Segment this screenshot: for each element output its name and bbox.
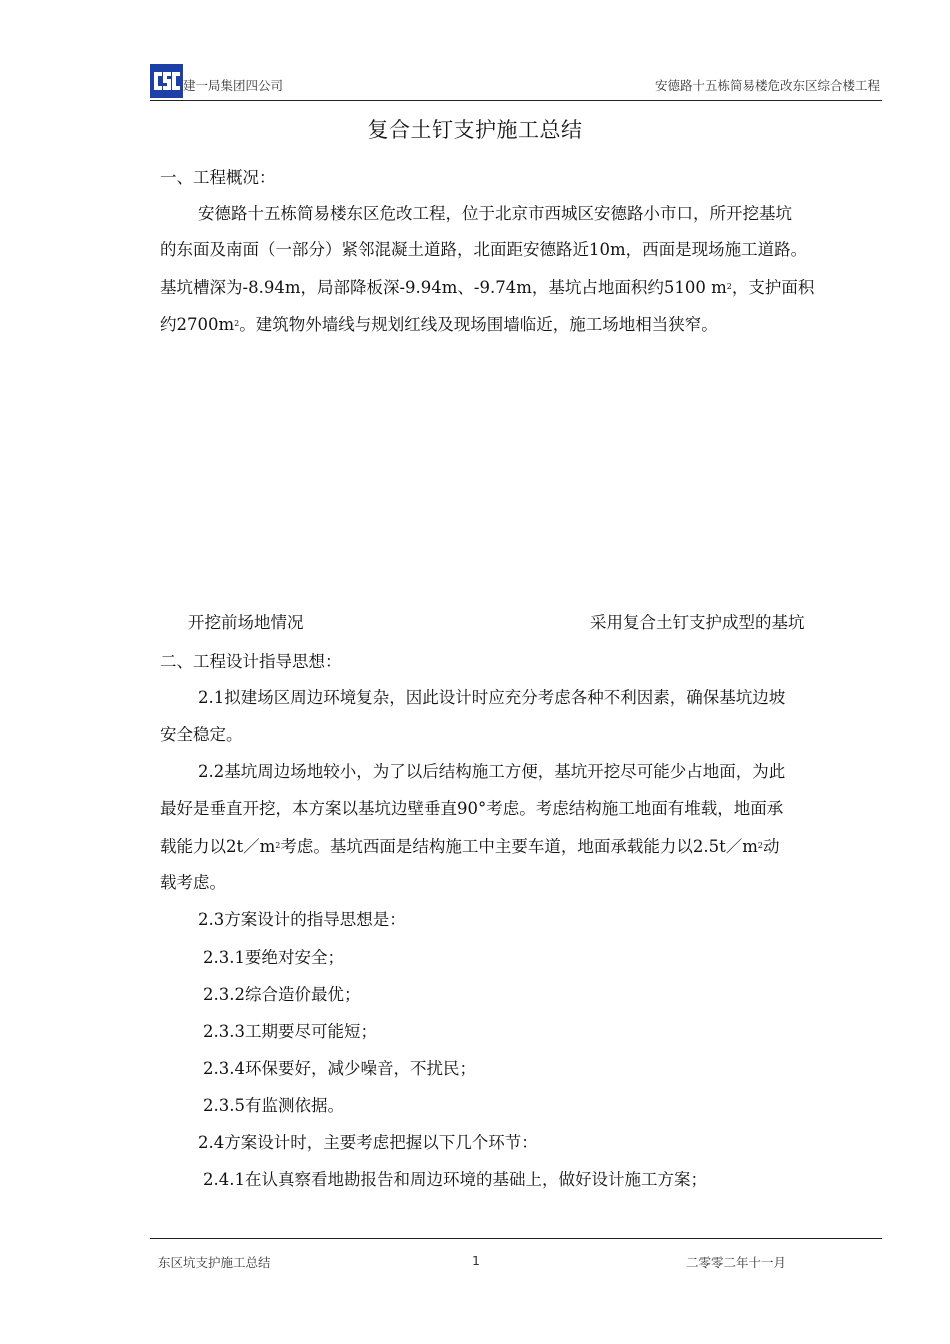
page-number: 1 xyxy=(472,1253,480,1268)
superscript: 2 xyxy=(757,841,763,850)
paragraph-line xyxy=(160,314,718,335)
header-company: 建一局集团四公司 xyxy=(183,78,284,93)
paragraph-line: 最好是垂直开挖，本方案以基坑边壁垂直90°考虑。考虑结构施工地面有堆载，地面承 xyxy=(160,799,784,818)
photo-caption-right: 采用复合土钉支护成型的基坑 xyxy=(590,613,805,632)
page-footer xyxy=(150,1238,882,1269)
page-header xyxy=(150,62,882,101)
text-run: 考虑。基坑西面是结构施工中主要车道，地面承载能力以2.5t／m xyxy=(280,837,758,856)
paragraph-line: 的东面及南面（一部分）紧邻混凝土道路，北面距安德路近10m，西面是现场施工道路。 xyxy=(160,240,808,259)
paragraph-line: 安全稳定。 xyxy=(160,725,243,744)
list-item: 2.3.3工期要尽可能短； xyxy=(203,1022,377,1041)
superscript: 2 xyxy=(726,282,732,291)
text-run: 约2700m xyxy=(160,315,235,334)
paragraph-line xyxy=(160,277,814,298)
paragraph-line: 2.4方案设计时，主要考虑把握以下几个环节： xyxy=(198,1133,538,1152)
text-run: 载能力以2t／m xyxy=(160,837,276,856)
paragraph-line: 载考虑。 xyxy=(160,873,226,892)
superscript: 2 xyxy=(275,841,281,850)
paragraph-line: 安德路十五栋简易楼东区危改工程，位于北京市西城区安德路小市口，所开挖基坑 xyxy=(198,204,792,223)
photo-caption-left: 开挖前场地情况 xyxy=(188,613,304,632)
page-title: 复合土钉支护施工总结 xyxy=(367,118,583,142)
list-item: 2.4.1在认真察看地勘报告和周边环境的基础上，做好设计施工方案； xyxy=(203,1170,707,1189)
paragraph-line: 2.2基坑周边场地较小，为了以后结构施工方便，基坑开挖尽可能少占地面，为此 xyxy=(198,762,786,781)
cscec-logo-icon xyxy=(150,64,183,98)
paragraph-line: 2.3方案设计的指导思想是： xyxy=(198,910,406,929)
list-item: 2.3.1要绝对安全； xyxy=(203,948,344,967)
footer-document-name: 东区坑支护施工总结 xyxy=(158,1255,271,1270)
text-run: 。建筑物外墙线与规划红线及现场围墙临近，施工场地相当狭窄。 xyxy=(239,315,718,334)
list-item: 2.3.5有监测依据。 xyxy=(203,1096,344,1115)
footer-date: 二零零二年十一月 xyxy=(685,1255,786,1270)
section-1-heading: 一、工程概况： xyxy=(160,168,276,187)
superscript: 2 xyxy=(234,319,240,328)
text-run: ，支护面积 xyxy=(731,278,815,297)
list-item: 2.3.2综合造价最优； xyxy=(203,985,361,1004)
text-run: 基坑槽深为-8.94m，局部降板深-9.94m、-9.74m，基坑占地面积约5100 m xyxy=(160,278,727,297)
paragraph-line xyxy=(160,836,780,857)
list-item: 2.3.4环保要好，减少噪音，不扰民； xyxy=(203,1059,476,1078)
header-project: 安德路十五栋简易楼危改东区综合楼工程 xyxy=(654,78,880,93)
text-run: 动 xyxy=(763,837,780,856)
paragraph-line: 2.1拟建场区周边环境复杂，因此设计时应充分考虑各种不利因素，确保基坑边坡 xyxy=(198,688,786,707)
section-2-heading: 二、工程设计指导思想： xyxy=(160,652,342,671)
